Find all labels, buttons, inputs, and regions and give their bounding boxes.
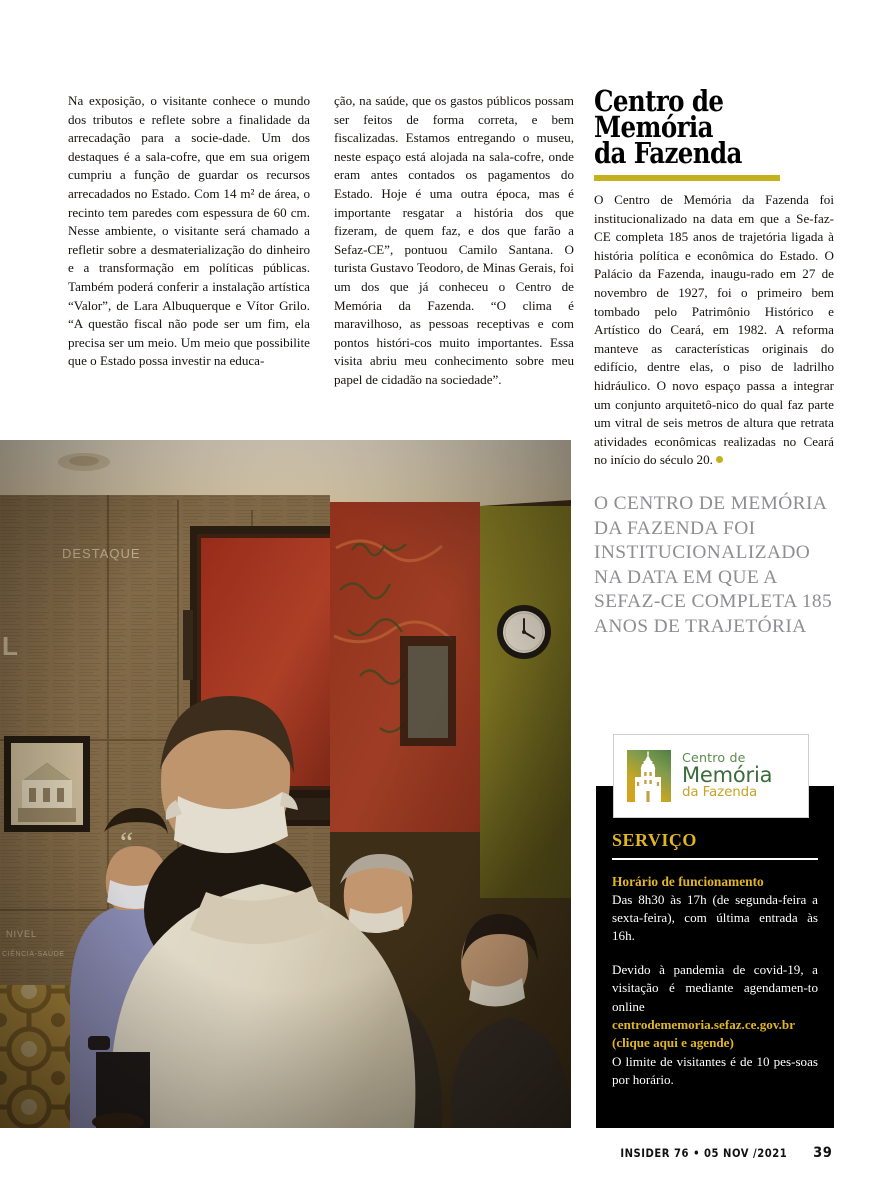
service-notice-tail: O limite de visitantes é de 10 pes-soas por horário.	[612, 1053, 818, 1088]
rail-body-text	[594, 191, 834, 470]
article-column-2: ção, na saúde, que os gastos públicos possam ser feitos de forma correta, e bem fiscalizadas. Estamos entregando o museu, neste espaço está alojada na sala-cofre, onde eram antes contados os pagamentos do Estado. Hoje é uma outra época, mas é importante resgatar a história dos que fizeram, de quem faz, e dos que farão a Sefaz-CE”, pontuou Camilo Santana. O turista Gustavo Teodoro, de Minas Gerais, foi um dos que já conheceu o Centro de Memória da Fazenda. “O clima é maravilhoso, as pessoas receptivas e com pontos históri-cos muito importantes. Essa visita abriu meu conhecimento sobre meu papel de cidadão na sociedade”.	[334, 93, 574, 387]
rail-headline	[594, 84, 833, 170]
page-footer	[594, 1144, 834, 1161]
service-notice	[612, 961, 818, 1090]
service-notice-lead: Devido à pandemia de covid-19, a visitação é mediante agendamen-to online	[612, 961, 818, 1014]
footer-issue-meta: INSIDER 76 • 05 NOV /2021	[620, 1146, 788, 1160]
article-photo	[0, 440, 571, 1128]
footer-page-number: 39	[813, 1144, 833, 1161]
logo-line-3: da Fazenda	[682, 785, 758, 801]
service-spacer	[612, 946, 818, 961]
booking-link[interactable]: centrodememoria.sefaz.ce.gov.br (clique aqui e agende)	[612, 1016, 796, 1051]
headline-line-3: da Fazenda	[594, 136, 742, 170]
museum-logo-card	[613, 734, 809, 818]
service-hours-value: Das 8h30 às 17h (de segunda-feira a sexta-feira), com última entrada às 16h.	[612, 891, 818, 944]
headline-gold-rule	[594, 175, 780, 181]
service-box	[596, 786, 834, 1128]
pull-quote: O CENTRO DE MEMÓRIA DA FAZENDA FOI INSTITUCIONALIZADO NA DATA EM QUE A SEFAZ-CE COMPLETA 185 ANOS DE TRAJETÓRIA	[594, 492, 833, 637]
headline-line-1: Centro de	[594, 84, 724, 118]
service-divider	[612, 858, 818, 860]
right-rail	[594, 84, 834, 639]
headline-line-2: Memória	[594, 110, 713, 144]
service-title: SERVIÇO	[612, 830, 697, 850]
logo-line-2: Memória	[682, 762, 773, 787]
service-hours-label: Horário de funcionamento	[612, 873, 764, 889]
museum-logo-wordmark	[682, 752, 772, 800]
museum-building-icon	[627, 750, 671, 802]
article-column-1: Na exposição, o visitante conhece o mundo dos tributos e reflete sobre a finalidade da arrecadação para a socie-dade. Um dos destaques é a sala-cofre, que em sua origem cumpriu a função de guardar os recursos arrecadados no Estado. Com 14 m² de área, o recinto tem paredes com espessura de 60 cm. Nesse ambiente, o visitante será chamado a refletir sobre a desmaterialização do dinheiro e a transformação em políticas públicas. Também poderá conferir a instalação artística “Valor”, de Lara Albuquerque e Vítor Grilo. “A questão fiscal não pode ser um fim, ela precisa ser um meio. Um meio que possibilite que o Estado possa investir na educa-	[68, 93, 310, 369]
logo-line-1: Centro de	[682, 750, 746, 766]
rail-body-copy: O Centro de Memória da Fazenda foi institucionalizado na data em que a Se-faz-CE completa 185 anos de trajetória ligada à história política e econômica do Estado. O Palácio da Fazenda, inaugu-rado em 27 de novembro de 1927, foi o primeiro bem tombado pelo Patrimônio Histórico e Artístico do Ceará, em 1982. A reforma manteve as características originais do edifício, dentre elas, o piso de ladrilho hidráulico. O novo espaço passa a integrar um conjunto arquitetô-nico do qual faz parte um vitral de seis metros de altura que retrata atividades econômicas realizadas no Ceará no início do século 20.	[594, 192, 834, 468]
end-mark-icon	[716, 456, 723, 463]
